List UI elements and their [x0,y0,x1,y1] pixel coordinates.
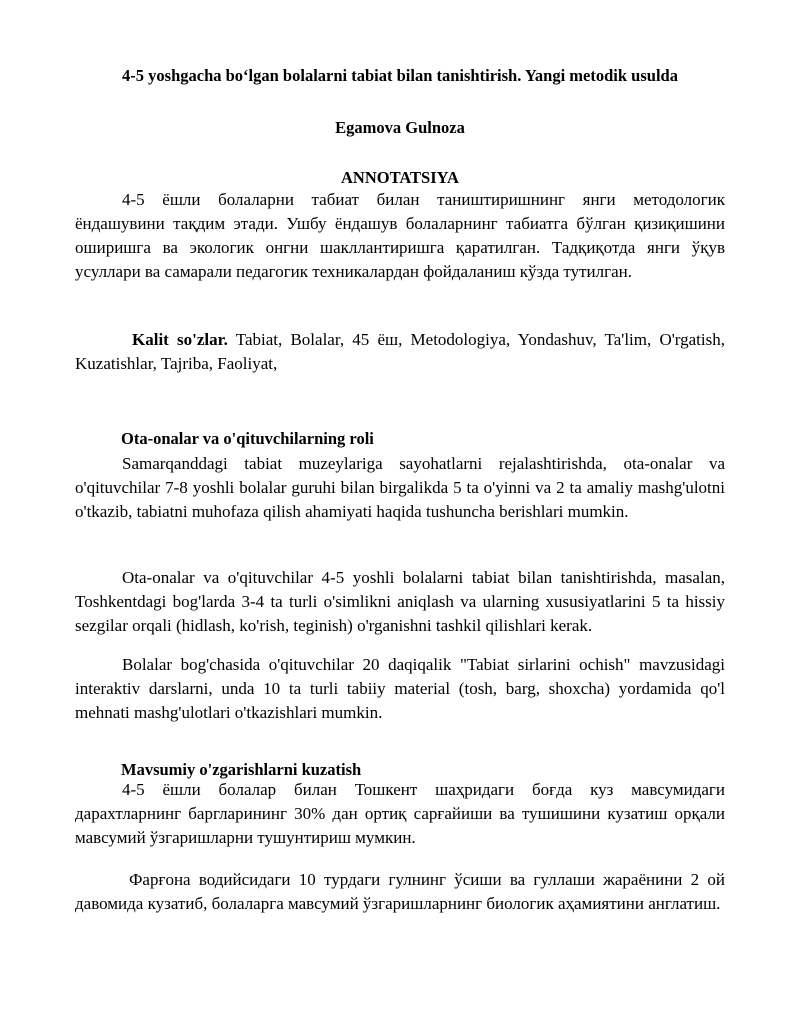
paragraph: Фарғона водийсидаги 10 турдаги гулнинг ўсиши ва гуллаши жараёнини 2 ой давомида кузатиб, болаларга мавсумий ўзгаришларнинг биологик аҳамиятини англатиш. [75,870,725,913]
annotation-text: 4-5 ёшли болаларни табиат билан таништиришнинг янги методологик ёндашувини тақдим этади. Ушбу ёндашув болаларнинг табиатга бўлган қизиқишини оширишга ва экологик онгни шакллантиришга қаратилган. Тадқиқотда янги ўқув усуллари ва самарали педагогик техникалардан фойдаланиш кўзда тутилган. [75,190,725,281]
annotation-heading: ANNOTATSIYA [341,168,459,187]
keywords-paragraph [75,328,725,376]
section-heading-seasonal: Mavsumiy o'zgarishlarni kuzatish [121,760,362,779]
keywords-label: Kalit so'zlar. [132,330,228,349]
keywords-text: Tabiat, Bolalar, 45 ёш, Metodologiya, Yondashuv, Ta'lim, O'rgatish, Kuzatishlar, Tajriba, Faoliyat, [75,330,725,373]
paragraph: Samarqanddagi tabiat muzeylariga sayohatlarni rejalashtirishda, ota-onalar va o'qituvchilar 7-8 yoshli bolalar guruhi bilan birgalikda 5 ta o'yinni va 2 ta amaliy mashg'ulotni o'tkazib, tabiatni muhofaza qilish ahamiyati haqida tushuncha berishlari mumkin. [75,454,725,521]
author-name: Egamova Gulnoza [335,118,465,137]
section-heading-roles: Ota-onalar va o'qituvchilarning roli [121,429,374,448]
paragraph: 4-5 ёшли болалар билан Тошкент шаҳридаги боғда куз мавсумидаги дарахтларнинг баргларининг 30% дан ортиқ сарғайиши ва тушишини кузатиш орқали мавсумий ўзгаришларни тушунтириш мумкин. [75,780,725,847]
paragraph: Ota-onalar va o'qituvchilar 4-5 yoshli bolalarni tabiat bilan tanishtirishda, masalan, Toshkentdagi bog'larda 3-4 ta turli o'simlikni aniqlash va ularning xususiyatlarini 5 ta hissiy sezgilar orqali (hidlash, ko'rish, teginish) o'rganishni tashkil qilishlari kerak. [75,568,725,635]
paragraph: Bolalar bog'chasida o'qituvchilar 20 daqiqalik "Tabiat sirlarini ochish" mavzusidagi interaktiv darslarni, unda 10 ta turli tabiiy material (tosh, barg, shoxcha) yordamida qo'l mehnati mashg'ulotlari o'tkazishlari mumkin. [75,655,725,722]
document-title: 4-5 yoshgacha boʻlgan bolalarni tabiat bilan tanishtirish. Yangi metodik usulda [122,66,678,85]
